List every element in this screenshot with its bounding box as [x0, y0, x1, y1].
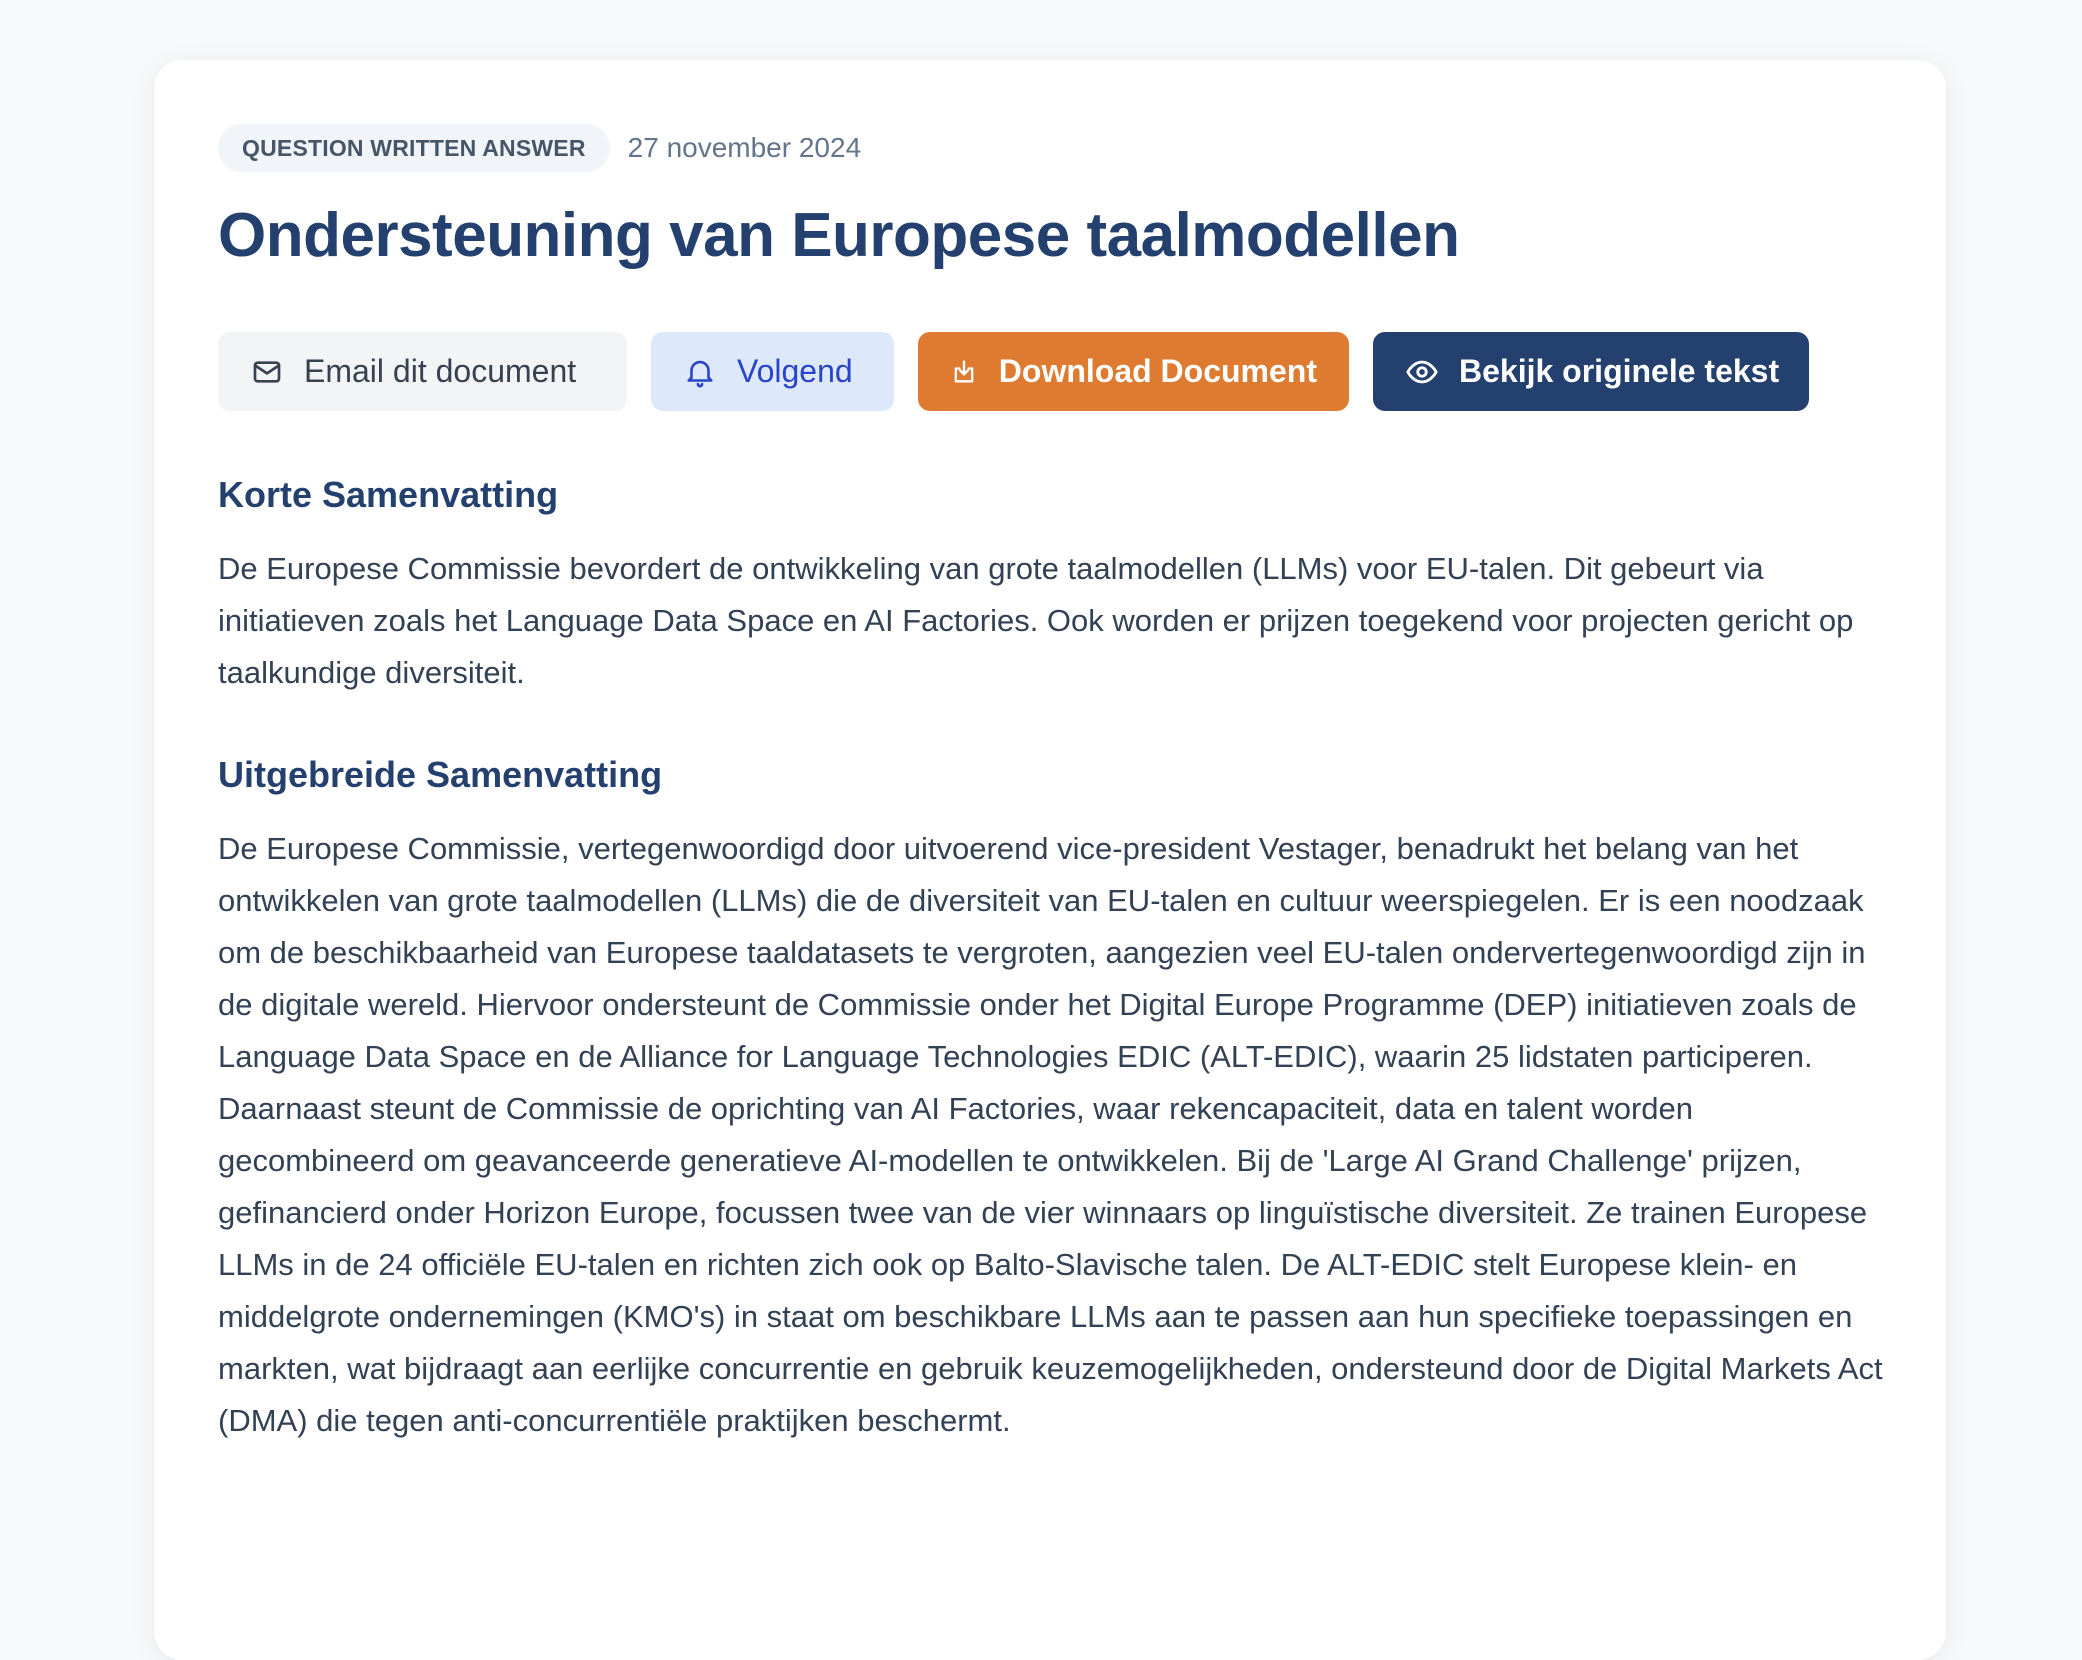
short-summary-heading: Korte Samenvatting — [218, 474, 559, 515]
bell-icon — [683, 355, 717, 389]
document-meta — [218, 124, 1882, 172]
follow-label: Volgend — [737, 353, 853, 389]
eye-icon — [1405, 355, 1439, 389]
action-toolbar — [218, 332, 1882, 411]
email-document-button[interactable] — [218, 332, 627, 411]
document-date: 27 november 2024 — [627, 132, 862, 163]
download-document-button[interactable] — [918, 332, 1349, 411]
view-original-text-button[interactable] — [1373, 332, 1809, 411]
view-original-text-label: Bekijk originele tekst — [1459, 353, 1780, 389]
follow-button[interactable] — [651, 332, 894, 411]
extended-summary-heading: Uitgebreide Samenvatting — [218, 754, 663, 795]
download-icon — [950, 355, 979, 389]
mail-icon — [250, 355, 284, 389]
page-title: Ondersteuning van Europese taalmodellen — [218, 201, 1460, 270]
extended-summary-text: De Europese Commissie, vertegenwoordigd door uitvoerend vice-president Vestager, benadrukt het belang van het ontwikkelen van grote taalmodellen (LLMs) die de diversiteit van EU-talen en cultuur weerspiegelen. Er is een noodzaak om de beschikbaarheid van Europese taaldatasets te vergroten, aangezien veel EU-talen ondervertegenwoordigd zijn in de digitale wereld. Hiervoor ondersteunt de Commissie onder het Digital Europe Programme (DEP) initiatieven zoals de Language Data Space en de Alliance for Language Technologies EDIC (ALT-EDIC), waarin 25 lidstaten participeren. Daarnaast steunt de Commissie de oprichting van AI Factories, waar rekencapaciteit, data en talent worden gecombineerd om geavanceerde generatieve AI-modellen te ontwikkelen. Bij de 'Large AI Grand Challenge' prijzen, gefinancierd onder Horizon Europe, focussen twee van de vier winnaars op linguïstische diversiteit. Ze trainen Europese LLMs in de 24 officiële EU-talen en richten zich ook op Balto-Slavische talen. De ALT-EDIC stelt Europese klein- en middelgrote ondernemingen (KMO's) in staat om beschikbare LLMs aan te passen aan hun specifieke toepassingen en markten, wat bijdraagt aan eerlijke concurrentie en gebruik keuzemogelijkheden, ondersteund door de Digital Markets Act (DMA) die tegen anti-concurrentiële praktijken beschermt. — [218, 831, 1883, 1438]
email-document-label: Email dit document — [304, 353, 577, 389]
short-summary-text: De Europese Commissie bevordert de ontwikkeling van grote taalmodellen (LLMs) voor EU-talen. Dit gebeurt via initiatieven zoals het Language Data Space en AI Factories. Ook worden er prijzen toegekend voor projecten gericht op taalkundige diversiteit. — [218, 551, 1854, 690]
document-type-badge: QUESTION WRITTEN ANSWER — [218, 124, 610, 172]
document-card — [154, 60, 1946, 1660]
download-document-label: Download Document — [998, 353, 1317, 389]
